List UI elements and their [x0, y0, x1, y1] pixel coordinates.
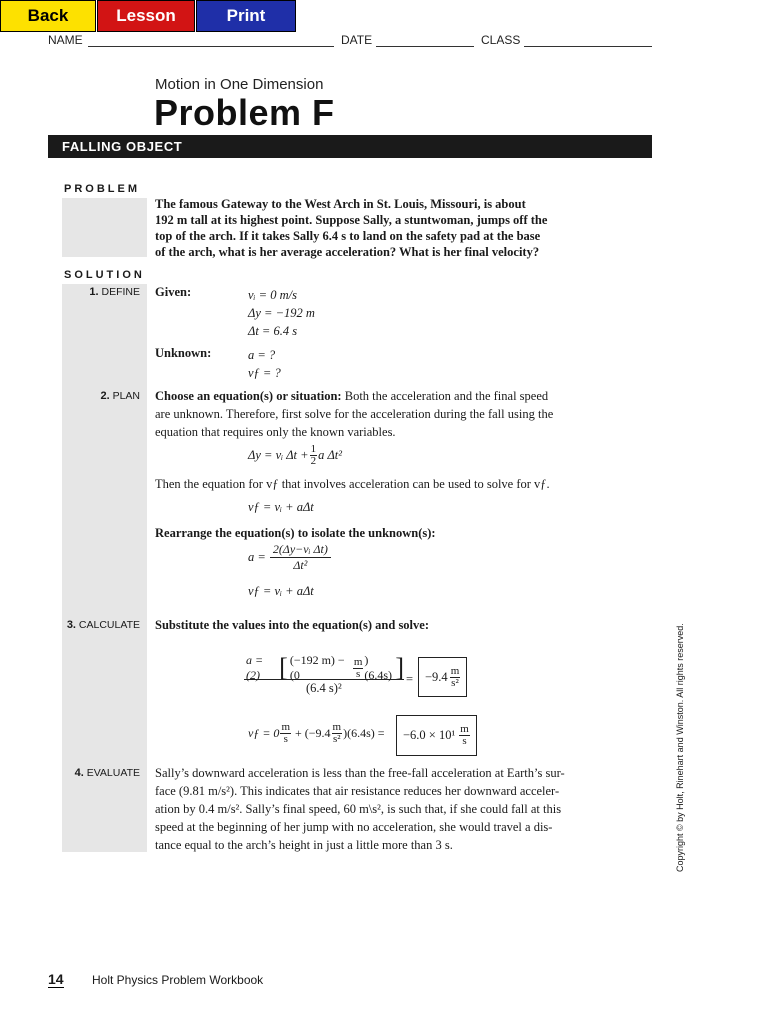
- vf-unit-num: m: [281, 721, 290, 733]
- evaluate-line: Sally’s downward acceleration is less than the free-fall acceleration at Earth’s sur-: [155, 766, 565, 780]
- page-title: Problem F: [154, 92, 335, 133]
- calculate-heading: Substitute the values into the equation(s) and solve:: [155, 618, 429, 632]
- plan-then-text: Then the equation for vƒ that involves acceleration can be used to solve for vƒ.: [155, 477, 550, 491]
- section-banner: FALLING OBJECT: [48, 135, 652, 158]
- acceleration-calculation: [244, 640, 404, 698]
- problem-sidebar: [62, 198, 147, 257]
- acc-result-unit-den: s²: [451, 676, 459, 689]
- given-dt: Δt = 6.4 s: [248, 324, 298, 338]
- unknown-a: a = ?: [248, 348, 276, 362]
- eq1-den: 2: [310, 455, 317, 467]
- eq1-half: [310, 444, 318, 467]
- acc-result-value: −9.4: [425, 669, 448, 684]
- page-number: 14: [48, 971, 64, 987]
- solution-label: SOLUTION: [64, 269, 145, 281]
- eq3-fraction: [270, 542, 331, 573]
- vf-acc-den: s²: [333, 733, 341, 745]
- problem-line: top of the arch. If it takes Sally 6.4 s to land on the safety pad at the base: [155, 229, 541, 243]
- print-button[interactable]: Print: [196, 0, 296, 32]
- date-label: DATE: [341, 33, 373, 47]
- eq3-den: Δt²: [293, 558, 308, 572]
- evaluate-line: face (9.81 m/s²). This indicates that air resistance reduces her downward acceler-: [155, 784, 560, 798]
- problem-line: of the arch, what is her average acceleration? What is her final velocity?: [155, 245, 540, 259]
- eq1-num: 1: [310, 443, 317, 455]
- evaluate-line: tance equal to the arch’s height in just a little more than 3 s.: [155, 838, 453, 852]
- equation-displacement: [248, 444, 342, 467]
- left-bracket: [: [279, 653, 288, 682]
- acc-unit-den: s: [355, 667, 361, 680]
- problem-line: The famous Gateway to the West Arch in St. Louis, Missouri, is about: [155, 197, 526, 211]
- given-dy: Δy = −192 m: [248, 306, 315, 320]
- final-velocity-calculation: [248, 722, 385, 745]
- copyright-notice: Copyright © by Holt, Rinehart and Winston. All rights reserved.: [675, 623, 685, 872]
- step-number: 3.: [66, 619, 76, 631]
- eq1-left: Δy = vᵢ Δt +: [248, 448, 309, 462]
- step-number: 2.: [100, 390, 110, 402]
- acc-time: )(6.4s): [364, 653, 393, 682]
- acc-fraction-bar: [244, 679, 404, 680]
- plan-text: [155, 387, 575, 441]
- problem-line: 192 m tall at its highest point. Suppose Sally, a stuntwoman, jumps off the: [155, 213, 548, 227]
- step-evaluate: [0, 767, 140, 779]
- plan-line: are unknown. Therefore, first solve for the acceleration during the fall using the: [155, 407, 554, 421]
- acc-unit: [353, 657, 364, 680]
- vf-result-value: −6.0 × 10¹: [403, 728, 456, 742]
- vf-time: )(6.4s) =: [343, 726, 385, 740]
- equation-acceleration: [248, 542, 331, 573]
- book-title: Holt Physics Problem Workbook: [92, 973, 264, 987]
- name-label: NAME: [48, 33, 83, 47]
- evaluate-line: speed at the beginning of her jump with no acceleration, she would travel a dis-: [155, 820, 553, 834]
- acc-equals: =: [406, 672, 414, 686]
- step-plan: [0, 390, 140, 402]
- step-name: EVALUATE: [86, 767, 140, 779]
- header-fields: [48, 33, 652, 49]
- plan-line: equation that requires only the known variables.: [155, 425, 396, 439]
- date-line[interactable]: [376, 46, 474, 47]
- eq1-right: a Δt²: [318, 448, 343, 462]
- unknown-label: Unknown:: [155, 346, 212, 360]
- class-label: CLASS: [481, 33, 521, 47]
- acc-bracket-text: (−192 m) − (0: [289, 653, 345, 682]
- unknown-vf: vƒ = ?: [248, 366, 281, 380]
- vf-result-unit-num: m: [460, 723, 469, 735]
- step-number: 1.: [89, 286, 99, 298]
- evaluate-line: ation by 0.4 m/s². Sally’s final speed, 60 m\s², is such that, if she could fall at this: [155, 802, 562, 816]
- acc-result-unit-num: m: [450, 664, 460, 677]
- acc-denominator: (6.4 s)²: [306, 681, 342, 695]
- problem-label: PROBLEM: [64, 183, 140, 195]
- vf-acc-unit: [332, 722, 343, 745]
- given-label: Given:: [155, 285, 192, 299]
- back-button[interactable]: Back: [0, 0, 96, 32]
- plan-choose-text: Both the acceleration and the final speed: [341, 389, 549, 403]
- step-name: PLAN: [112, 390, 140, 402]
- class-line[interactable]: [524, 46, 652, 47]
- given-values: [248, 286, 315, 340]
- acc-lhs: a = (2): [246, 653, 264, 682]
- vf-unit-den: s: [283, 733, 288, 745]
- final-velocity-result-box: [396, 715, 477, 756]
- equation-final-velocity: vƒ = vᵢ + aΔt: [248, 500, 314, 514]
- eq3-left: a =: [248, 550, 266, 564]
- vf-result-unit: [459, 724, 470, 747]
- step-name: CALCULATE: [78, 619, 140, 631]
- evaluate-text: [155, 764, 585, 854]
- vf-unit: [280, 722, 291, 745]
- equation-final-velocity-2: vƒ = vᵢ + aΔt: [248, 584, 314, 598]
- name-line[interactable]: [88, 46, 334, 47]
- vf-lhs: vƒ = 0: [248, 726, 280, 740]
- vf-result-unit-den: s: [462, 735, 467, 747]
- step-define: [0, 286, 140, 298]
- plan-choose-bold: Choose an equation(s) or situation:: [155, 389, 342, 403]
- right-bracket: ]: [395, 653, 404, 682]
- vf-acc-num: m: [332, 721, 342, 733]
- step-number: 4.: [74, 767, 84, 779]
- step-calculate: [0, 619, 140, 631]
- lesson-button[interactable]: Lesson: [97, 0, 195, 32]
- problem-statement: [155, 196, 585, 260]
- chapter-subtitle: Motion in One Dimension: [155, 76, 324, 93]
- acceleration-result-box: [418, 657, 467, 697]
- acc-unit-num: m: [353, 655, 363, 668]
- rearrange-heading: Rearrange the equation(s) to isolate the unknown(s):: [155, 526, 436, 540]
- given-vi: vᵢ = 0 m/s: [248, 288, 297, 302]
- vf-plus: + (−9.4: [292, 726, 331, 740]
- eq3-num: 2(Δy−vᵢ Δt): [270, 542, 331, 558]
- unknown-values: [248, 346, 281, 382]
- acc-result-unit: [450, 666, 461, 689]
- step-name: DEFINE: [101, 286, 140, 298]
